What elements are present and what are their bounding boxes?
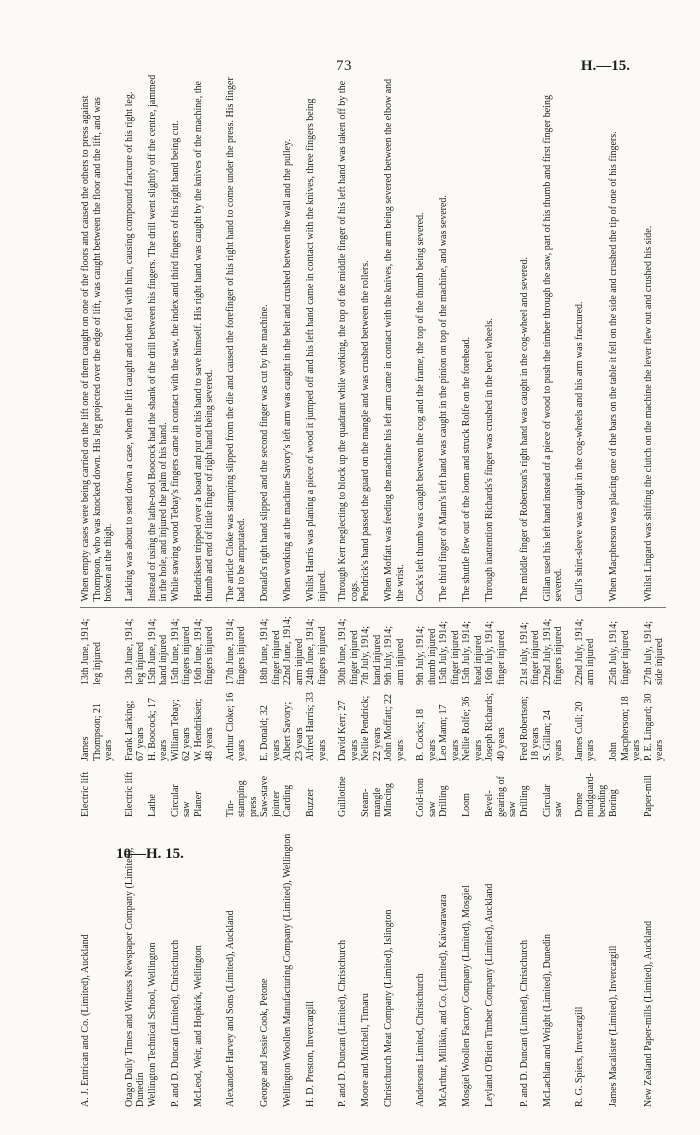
cause-cell: Gillan used his left hand instead of a piece of wood to push the timber through the saw, part of his thumb and first finger being severed. [542,70,565,608]
cause-cell: The middle finger of Robertson's right hand was caught in the cog-wheel and severed. [519,70,542,608]
date-injury-cell: 27th July, 1914; side injured [642,620,665,685]
name-age-cell: James Thompson; 21 years [80,702,114,761]
firm-cell: Mosgiel Woollen Factory Company (Limited), Mosgiel [461,885,472,1107]
table-row [608,70,643,1110]
table-row [643,70,666,1110]
date-injury-cell: 15th June, 1914; hand injured [146,618,169,685]
firm-cell: Wellington Woollen Manufacturing Company (Limited), Wellington [282,833,293,1107]
date-injury-cell: 22nd July, 1914; fingers injured [541,618,564,685]
machine-cell: Lathe [146,794,158,817]
machine-cell: Dome mudguard-bending [573,773,608,817]
date-injury-cell: 22nd June, 1914; arm injured [282,616,305,685]
firm-cell: A. J. Entrican and Co. (Limited), Auckland [80,934,91,1107]
firm-cell: New Zealand Paper-mills (Limited), Auckland [642,920,654,1107]
firm-cell: McLachlan and Wright (Limited), Dunedin [541,934,553,1107]
table-row [438,70,461,1110]
firm-cell: Christchurch Meat Company (Limited), Islington [383,909,394,1107]
cause-cell: Whilst Harris was planing a piece of wood it jumped off and his left hand came in contact with the knives, three fingers being injured. [305,70,328,608]
machine-cell: Steam-mangle [360,787,383,817]
date-injury-cell: 9th July, 1914; arm injured [383,625,406,685]
firm-cell: H. D. Preston, Invercargill [305,1001,316,1107]
cause-cell: Larking was about to send down a case, when the lift caught and then fell with him, causing compound fracture of his right leg. [115,70,147,608]
machine-cell: Planer [192,791,204,817]
machine-cell: Saw-stave jointer [259,775,282,817]
name-age-cell: Joseph Richards; 40 years [484,692,507,761]
machine-cell: Guillotine [337,776,348,817]
date-injury-cell: 17th June, 1914; fingers injured [224,618,247,685]
table-row [80,70,115,1110]
firm-cell: Alexander Harvey and Sons (Limited), Auckland [224,910,236,1107]
machine-cell: Drilling [518,785,530,817]
cause-cell: Pendrick's hand passed the guard on the mangle and was crushed between the rollers. [360,70,383,608]
table-row [115,70,147,1110]
firm-cell: Leyland O'Brien Timber Company (Limited), Auckland [484,883,495,1107]
cause-cell: The shuttle flew out of the loom and struck Rolfe on the forehead. [461,70,484,608]
table-row [170,70,193,1110]
name-age-cell: Fred Robertson; 18 years [518,696,541,761]
cause-cell: The third finger of Mann's left hand was caught in the pinion on top of the machine, and was severed. [438,70,461,608]
cause-cell: Cock's left thumb was caught between the cog and the frame, the top of the thumb being severed. [406,70,438,608]
name-age-cell: William Tebay; 62 years [169,699,192,761]
table-row [328,70,360,1110]
name-age-cell: Nellie Rolfe; 36 years [461,696,484,761]
cause-cell: When Macpherson was placing one of the bars on the table it fell on the side and crushed the tip of one of his fingers. [608,70,643,608]
name-age-cell: W. Hendriksen; 48 years [192,698,215,761]
machine-cell: Loom [461,793,472,817]
machine-cell: Carding [282,784,293,817]
machine-cell: Cold-iron saw [415,778,438,817]
name-age-cell: P. E. Lingard; 30 years [642,693,665,761]
name-age-cell: B. Cocks; 18 years [415,709,438,761]
table-body [80,70,666,1110]
table-row [519,70,542,1110]
firm-cell: R. G. Spiers, Invercargill [573,1006,585,1107]
firm-cell: Moore and Mitchell, Timaru [360,993,371,1107]
table-row [565,70,609,1110]
machine-cell: Drilling [438,785,449,817]
page-number: 73 [336,58,352,74]
cause-cell: When working at the machine Savory's left arm was caught in the belt and crushed between the wall and the pulley. [282,70,305,608]
machine-cell: Electric lift [80,771,91,817]
date-injury-cell: 15th July, 1914; head injured [461,620,484,685]
name-age-cell: E. Donald; 32 years [259,705,282,761]
accidents-table-rotated [80,70,665,1110]
name-age-cell: Leo Mann; 17 years [438,704,461,761]
date-injury-cell: 13th June, 1914; leg injured [80,618,103,685]
name-age-cell: Nellie Pendrick; 22 years [360,695,383,761]
machine-cell: Mincing [383,783,394,817]
date-injury-cell: 15th June, 1914; fingers injured [169,618,192,685]
table-row [282,70,305,1110]
name-age-cell: H. Boocock; 17 years [146,697,169,761]
cause-cell: Through Kerr neglecting to block up the quadrant while working, the top of the middle finger of his left hand was taken off by the cogs. [328,70,360,608]
firm-cell: P. and D. Duncan (Limited), Christchurch [518,939,530,1107]
table-row [305,70,328,1110]
name-age-cell: James Cull; 20 years [573,701,596,761]
table-row [406,70,438,1110]
date-injury-cell: 24th June, 1914; fingers injured [305,618,328,685]
accidents-table [80,70,666,1110]
machine-cell: Buzzer [305,788,316,817]
cause-cell: Whilst Lingard was shifting the clutch on the machine the lever flew out and crushed his side. [643,70,666,608]
machine-cell: Circular saw [541,784,564,817]
date-injury-cell: 15th July, 1914; finger injured [438,620,461,685]
date-injury-cell: 25th July, 1914; finger injured [608,620,631,685]
table-row [542,70,565,1110]
name-age-cell: Frank Larking; 67 years [123,700,146,761]
machine-cell: Circular saw [169,784,192,817]
table-row [360,70,383,1110]
name-age-cell: Arthur Cloke; 16 years [224,692,247,761]
date-injury-cell: 9th July, 1914; thumb injured [415,625,438,685]
cause-cell: Instead of using the lathe-tool Boocock had the shank of the drill between his fingers. The drill went slightly off the centre, jammed in the hole, and injured the palm of his hand. [147,70,170,608]
cause-cell: Through inattention Richards's finger was crushed in the bevel wheels. [484,70,519,608]
cause-cell: While sawing wood Tebay's fingers came in contact with the saw, the index and third fingers of his right hand being cut. [170,70,193,608]
table-row [484,70,519,1110]
firm-cell: Wellington Technical School, Wellington [146,942,158,1107]
date-injury-cell: 16th July, 1914; finger injured [484,620,507,685]
firm-cell: P. and D. Duncan (Limited), Christchurch [169,939,181,1107]
header-reference: H.—15. [580,58,630,74]
cause-cell: Cull's shirt-sleeve was caught in the cog-wheels and his arm was fractured. [565,70,609,608]
table-row [383,70,406,1110]
firm-cell: P. and D. Duncan (Limited), Christchurch [337,939,348,1107]
name-age-cell: Alfred Harris; 33 years [305,692,328,761]
table-row [216,70,260,1110]
table-row [259,70,282,1110]
cause-cell: Hendriksen tripped over a board and put out his hand to save himself. His right hand was caught by the knives of the machine, the thumb and end of little finger of right hand being severed. [193,70,216,608]
machine-cell: Electric lift [123,771,135,817]
firm-cell: McLeod, Weir, and Hopkirk, Wellington [192,945,204,1107]
date-injury-cell: 16th June, 1914; fingers injured [192,618,215,685]
name-age-cell: John Moffatt; 22 years [383,693,406,761]
footer-reference: 10—H. 15. [116,846,184,862]
table-row [147,70,170,1110]
firm-cell: George and Jessie Cook, Petone [259,978,270,1107]
firm-cell: Otago Daily Times and Witness Newspaper Company (Limited), Dunedin [123,847,146,1107]
machine-cell: Tin-stamping press [224,780,259,817]
date-injury-cell: 30th June, 1914; finger injured [337,618,360,685]
cause-cell: Donald's right hand slipped and the second finger was cut by the machine. [259,70,282,608]
machine-cell: Bevel-gearing of saw [484,776,518,817]
name-age-cell: S. Gillan; 24 years [541,710,564,761]
firm-cell: Andersons Limited, Christchurch [415,973,426,1107]
date-injury-cell: 7th July, 1914; hand injured [360,625,383,685]
name-age-cell: John Macpherson; 18 years [608,696,642,761]
cause-cell: When Moffatt was feeding the machine his left arm came in contact with the knives, the arm being severed between the elbow and the wrist. [383,70,406,608]
cause-cell: When empty cases were being carried on the lift one of them caught on one of the floors and caused the others to press against Thompson, who was knocked down. His leg projected over the edge of lift, was caught between the floor and the lift, and was broken at the thigh. [80,70,115,608]
name-age-cell: David Kerr; 27 years [337,700,360,761]
machine-cell: Boring [608,789,619,817]
machine-cell: Paper-mill [642,774,654,817]
cause-cell: The article Cloke was stamping slipped from the die and caused the forefinger of his right hand to come under the press. His finger had to be amputated. [216,70,260,608]
date-injury-cell: 18th June, 1914; finger injured [259,618,282,685]
date-injury-cell: 21st July, 1914; finger injured [518,622,541,685]
table-row [193,70,216,1110]
firm-cell: James Macalister (Limited), Invercargill [608,945,619,1107]
date-injury-cell: 22nd July, 1914; arm injured [573,618,596,685]
date-injury-cell: 13th June, 1914; leg injured [123,618,146,685]
firm-cell: McArthur, Millikin, and Co. (Limited), Kaiwarawara [438,894,449,1107]
name-age-cell: Albert Savory; 23 years [282,701,305,761]
table-row [461,70,484,1110]
